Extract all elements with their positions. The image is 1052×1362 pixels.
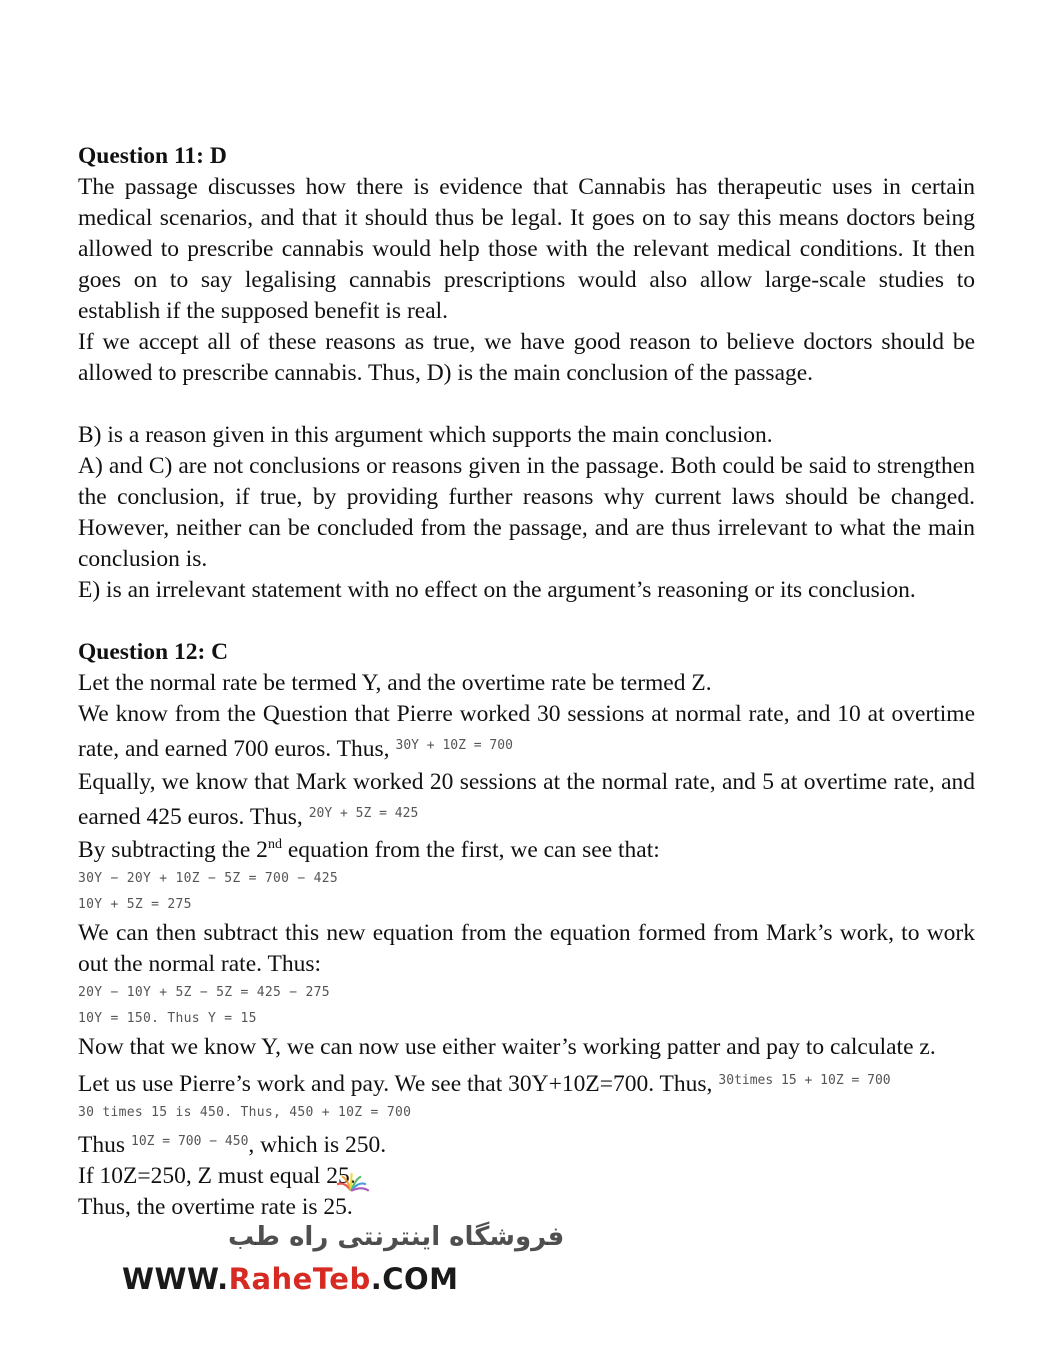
q12-line-1: Let the normal rate be termed Y, and the overtime rate be termed Z. (78, 670, 712, 696)
q11-paragraph-4: A) and C) are not conclusions or reasons given in the passage. Both could be said to strengthen the conclusion, if true, by providing further reasons why current laws should be changed. However, neither can be concluded from the passage, and are thus irrelevant to what the main conclusion is. (78, 453, 975, 572)
raheteb-logo-icon (330, 1160, 450, 1230)
equation-2: 20Y + 5Z = 425 (308, 806, 419, 821)
equation-7: 30times 15 + 10Z = 700 (718, 1073, 891, 1088)
q12-line-10: Thus, the overtime rate is 25. (78, 1194, 353, 1220)
watermark-url-suffix: .COM (370, 1262, 459, 1296)
q12-line-4-pre: By subtracting the 2 (78, 837, 268, 863)
question-11-heading: Question 11: D (78, 143, 227, 169)
q11-paragraph-5: E) is an irrelevant statement with no effect on the argument’s reasoning or its conclusion. (78, 577, 916, 603)
q12-line-9: If 10Z=250, Z must equal 25. (78, 1163, 356, 1189)
q11-paragraph-3: B) is a reason given in this argument which supports the main conclusion. (78, 422, 773, 448)
q12-line-7 (78, 1065, 975, 1100)
q12-line-2 (78, 699, 975, 765)
q12-line-3-text: Equally, we know that Mark worked 20 sessions at the normal rate, and 5 at overtime rate, and earned 425 euros. Thus, (78, 769, 975, 830)
document-page (78, 141, 975, 1223)
question-12-heading: Question 12: C (78, 639, 229, 665)
equation-8: 30 times 15 is 450. Thus, 450 + 10Z = 700 (78, 1105, 412, 1120)
q12-line-2-text: We know from the Question that Pierre worked 30 sessions at normal rate, and 10 at overtime rate, and earned 700 euros. Thus, (78, 701, 975, 762)
q12-line-6: Now that we know Y, we can now use either waiter’s working patter and pay to calculate z. (78, 1034, 936, 1060)
q12-line-3 (78, 767, 975, 833)
q12-line-8 (78, 1126, 975, 1161)
watermark-persian-text: فروشگاه اینترنتی راه طب (228, 1222, 565, 1252)
q12-line-4 (78, 835, 975, 866)
equation-5: 20Y − 10Y + 5Z − 5Z = 425 − 275 (78, 985, 330, 1000)
equation-1: 30Y + 10Z = 700 (395, 738, 513, 753)
q12-line-4-sup: nd (267, 837, 282, 853)
q12-line-8-pre: Thus (78, 1132, 125, 1158)
equation-6: 10Y = 150. Thus Y = 15 (78, 1011, 257, 1026)
watermark-url-prefix: WWW. (122, 1262, 229, 1296)
watermark-url-brand: RaheTeb (228, 1262, 371, 1296)
equation-3: 30Y − 20Y + 10Z − 5Z = 700 − 425 (78, 871, 339, 886)
q11-paragraph-1: The passage discusses how there is evidence that Cannabis has therapeutic uses in certain medical scenarios, and that it should thus be legal. It goes on to say this means doctors being allowed to prescribe cannabis would help those with the relevant medical conditions. It then goes on to say legalising cannabis prescriptions would also allow large-scale studies to establish if the supposed benefit is real. (78, 174, 975, 324)
q11-paragraph-2: If we accept all of these reasons as true, we have good reason to believe doctors should be allowed to prescribe cannabis. Thus, D) is the main conclusion of the passage. (78, 329, 975, 386)
equation-4: 10Y + 5Z = 275 (78, 897, 192, 912)
q12-line-5: We can then subtract this new equation from the equation formed from Mark’s work, to work out the normal rate. Thus: (78, 920, 975, 977)
spacer (78, 389, 975, 420)
watermark-url (122, 1262, 459, 1296)
equation-9: 10Z = 700 − 450 (131, 1134, 249, 1149)
spacer (78, 606, 975, 637)
q12-line-4-post: equation from the first, we can see that: (281, 837, 660, 863)
q12-line-8-post: , which is 250. (248, 1132, 387, 1158)
q12-line-7-text: Let us use Pierre’s work and pay. We see that 30Y+10Z=700. Thus, (78, 1071, 713, 1097)
